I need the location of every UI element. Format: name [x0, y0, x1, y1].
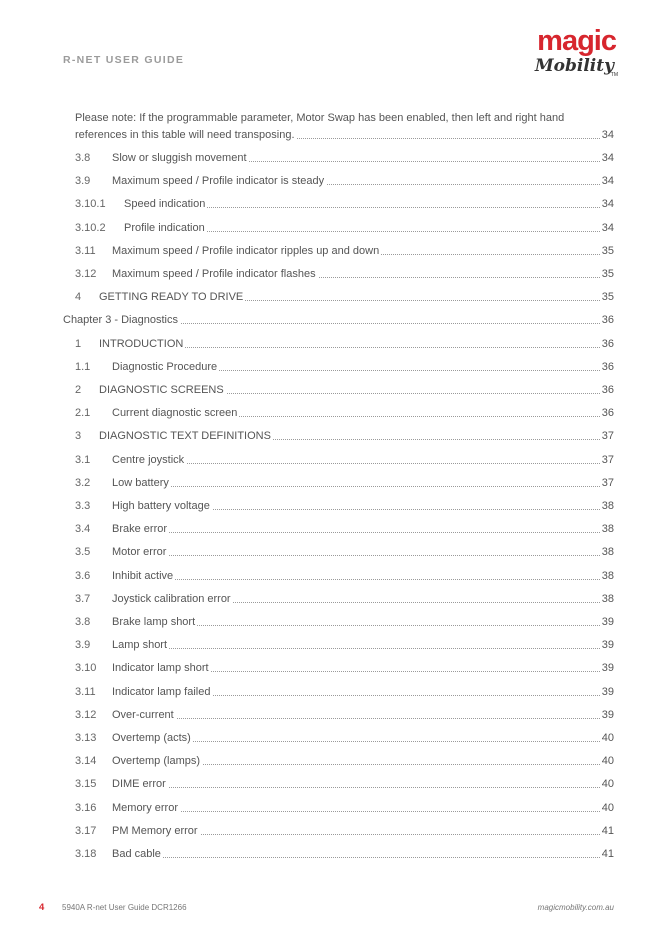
toc-entry-title: PM Memory error — [112, 824, 198, 837]
toc-entry-title: Centre joystick — [112, 453, 185, 466]
toc-section-number: 3.10 — [75, 662, 97, 675]
toc-entry[interactable] — [0, 427, 662, 445]
toc-entry-title: Maximum speed / Profile indicator is steady — [112, 175, 325, 188]
toc-leader — [122, 486, 614, 487]
toc-entry[interactable] — [0, 520, 662, 538]
toc-entry-title: Inhibit active — [112, 569, 174, 582]
toc-section-number: 3.12 — [75, 268, 97, 280]
toc-entry[interactable] — [0, 265, 662, 283]
toc-page-number: 37 — [601, 453, 614, 466]
toc-entry[interactable] — [0, 683, 662, 701]
toc-note-line-2: references in this table will need transposing. — [75, 129, 295, 141]
toc-entry[interactable] — [0, 311, 662, 329]
toc-section-number: 3.4 — [75, 523, 91, 536]
toc-entry[interactable] — [0, 659, 662, 677]
toc-leader — [122, 811, 614, 812]
toc-page-number: 36 — [601, 407, 614, 420]
toc-page-number: 39 — [601, 708, 614, 721]
toc-entry[interactable] — [0, 613, 662, 631]
toc-entry-title: Brake lamp short — [112, 616, 196, 628]
toc-entry-title: DIAGNOSTIC SCREENS — [99, 384, 224, 396]
toc-entry[interactable] — [0, 381, 662, 399]
toc-entry[interactable] — [0, 358, 662, 376]
toc-page-number: 40 — [601, 778, 614, 791]
toc-entry[interactable] — [0, 335, 662, 353]
toc-page-number: 36 — [601, 314, 614, 327]
toc-page-number: 40 — [601, 801, 614, 814]
toc-section-number: 3.9 — [75, 175, 91, 188]
logo-wordmark: magic — [537, 25, 616, 57]
toc-page-number: 34 — [601, 129, 614, 141]
toc-note-line-2-row[interactable] — [0, 126, 662, 144]
toc-section-number: 3.7 — [75, 592, 91, 605]
toc-page-number: 38 — [601, 523, 614, 536]
toc-entry-title: Speed indication — [124, 198, 206, 211]
toc-entry[interactable] — [0, 752, 662, 770]
toc-page-number: 36 — [601, 337, 614, 350]
toc-entry[interactable] — [0, 636, 662, 654]
toc-entry-title: Lamp short — [112, 639, 168, 652]
toc-section-number: 3.13 — [75, 732, 97, 744]
toc-leader — [122, 718, 614, 719]
toc-entry[interactable] — [0, 242, 662, 260]
toc-entry[interactable] — [0, 172, 662, 190]
page-header-title: R-NET USER GUIDE — [63, 54, 185, 66]
toc-entry-title: High battery voltage — [112, 500, 210, 512]
toc-page-number: 35 — [601, 244, 614, 257]
toc-section-number: 3.8 — [75, 616, 91, 628]
toc-page-number: 40 — [601, 732, 614, 744]
toc-entry[interactable] — [0, 729, 662, 747]
toc-leader — [122, 532, 614, 533]
toc-entry[interactable] — [0, 822, 662, 840]
toc-entry[interactable] — [0, 775, 662, 793]
toc-page-number: 39 — [601, 662, 614, 675]
toc-entry[interactable] — [0, 799, 662, 817]
toc-entry-title: Over-current — [112, 708, 174, 721]
footer-website[interactable]: magicmobility.com.au — [537, 903, 614, 912]
toc-entry-title: Overtemp (lamps) — [112, 755, 201, 768]
toc-section-number: 3.10.2 — [75, 221, 106, 234]
toc-page-number: 36 — [601, 384, 614, 396]
toc-section-number: 3.11 — [75, 244, 96, 257]
toc-section-number: 1 — [75, 337, 82, 350]
toc-section-number: 3.10.1 — [75, 198, 106, 211]
toc-leader — [122, 463, 614, 464]
toc-section-number: 3.2 — [75, 476, 91, 489]
toc-entry-title: DIAGNOSTIC TEXT DEFINITIONS — [99, 430, 271, 443]
toc-entry[interactable] — [0, 451, 662, 469]
toc-page-number: 41 — [601, 848, 614, 860]
toc-note-line-1: Please note: If the programmable parameter, Motor Swap has been enabled, then left and right hand — [75, 112, 565, 124]
toc-entry-title: Indicator lamp short — [112, 662, 209, 675]
toc-page-number: 38 — [601, 500, 614, 512]
toc-section-number: 3.6 — [75, 569, 91, 582]
toc-entry[interactable] — [0, 149, 662, 167]
toc-entry[interactable] — [0, 288, 662, 306]
toc-entry-title: Memory error — [112, 801, 179, 814]
toc-entry[interactable] — [0, 590, 662, 608]
toc-entry[interactable] — [0, 497, 662, 515]
toc-section-number: 3.15 — [75, 778, 97, 791]
toc-entry-title: Slow or sluggish movement — [112, 152, 247, 164]
toc-entry-title: Joystick calibration error — [112, 592, 231, 605]
toc-page-number: 37 — [601, 430, 614, 443]
toc-leader — [122, 741, 614, 742]
toc-entry[interactable] — [0, 543, 662, 561]
toc-section-number: 3.11 — [75, 685, 96, 698]
toc-entry[interactable] — [0, 845, 662, 863]
toc-entry-title: Chapter 3 - Diagnostics — [63, 314, 178, 327]
toc-section-number: 3.3 — [75, 500, 91, 512]
toc-section-number: 3.14 — [75, 755, 97, 768]
toc-entry-title: Current diagnostic screen — [112, 407, 238, 420]
toc-page-number: 36 — [601, 360, 614, 373]
toc-entry[interactable] — [0, 706, 662, 724]
toc-section-number: 3.12 — [75, 708, 97, 721]
toc-entry[interactable] — [0, 474, 662, 492]
toc-section-number: 4 — [75, 291, 82, 304]
toc-page-number: 34 — [601, 221, 614, 234]
toc-section-number: 2.1 — [75, 407, 91, 420]
toc-entry-title: Profile indication — [124, 221, 205, 234]
toc-leader — [296, 138, 614, 139]
toc-page-number: 39 — [601, 616, 614, 628]
toc-entry-title: Indicator lamp failed — [112, 685, 211, 698]
toc-entry-title: Diagnostic Procedure — [112, 360, 218, 373]
logo-trademark: TM — [610, 72, 618, 78]
toc-leader — [122, 555, 614, 556]
toc-entry[interactable] — [0, 219, 662, 237]
toc-section-number: 3.16 — [75, 801, 97, 814]
toc-leader — [122, 579, 614, 580]
toc-entry[interactable] — [0, 567, 662, 585]
toc-entry-title: INTRODUCTION — [99, 337, 184, 350]
toc-page-number: 38 — [601, 546, 614, 559]
logo-subword: Mobility — [534, 56, 614, 76]
toc-entry[interactable] — [0, 195, 662, 213]
toc-section-number: 3 — [75, 430, 82, 443]
footer-page-number: 4 — [39, 902, 45, 913]
toc-entry-title: Maximum speed / Profile indicator flashes — [112, 268, 316, 280]
toc-entry-title: Bad cable — [112, 848, 161, 860]
toc-entry-title: Motor error — [112, 546, 167, 559]
toc-entry-title: Maximum speed / Profile indicator ripples up and down — [112, 244, 380, 257]
toc-section-number: 1.1 — [75, 360, 91, 373]
toc-section-number: 3.5 — [75, 546, 91, 559]
toc-section-number: 3.17 — [75, 824, 97, 837]
toc-page-number: 34 — [601, 175, 614, 188]
toc-leader — [122, 787, 614, 788]
toc-entry-title: Overtemp (acts) — [112, 732, 191, 744]
toc-section-number: 3.1 — [75, 453, 91, 466]
toc-page-number: 39 — [601, 685, 614, 698]
toc-page-number: 38 — [601, 569, 614, 582]
toc-page-number: 34 — [601, 152, 614, 164]
toc-section-number: 3.8 — [75, 152, 91, 164]
toc-page-number: 38 — [601, 592, 614, 605]
magic-mobility-logo — [522, 26, 618, 80]
toc-section-number: 2 — [75, 384, 82, 396]
toc-entry-title: Brake error — [112, 523, 168, 536]
toc-entry-title: GETTING READY TO DRIVE — [99, 291, 244, 304]
toc-page-number: 35 — [601, 291, 614, 304]
toc-entry-title: DIME error — [112, 778, 166, 791]
toc-entry-title: Low battery — [112, 476, 169, 489]
toc-section-number: 3.18 — [75, 848, 97, 860]
toc-section-number: 3.9 — [75, 639, 91, 652]
toc-page-number: 35 — [601, 268, 614, 280]
toc-leader — [122, 648, 614, 649]
toc-page-number: 37 — [601, 476, 614, 489]
toc-page-number: 41 — [601, 824, 614, 837]
toc-entry[interactable] — [0, 404, 662, 422]
toc-page-number: 40 — [601, 755, 614, 768]
toc-page-number: 34 — [601, 198, 614, 211]
toc-leader — [122, 857, 614, 858]
footer-document-id: 5940A R-net User Guide DCR1266 — [62, 903, 187, 912]
toc-page-number: 39 — [601, 639, 614, 652]
